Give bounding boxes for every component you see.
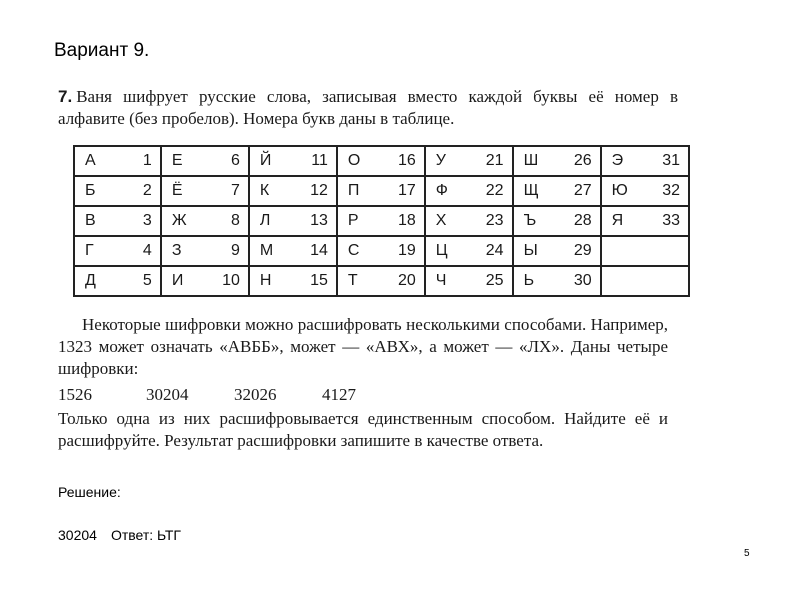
table-letter-cell	[601, 266, 653, 296]
table-number-cell: 16	[389, 146, 425, 176]
table-letter-cell: Ы	[513, 236, 565, 266]
table-letter-cell: К	[249, 176, 301, 206]
table-letter-cell: О	[337, 146, 389, 176]
table-letter-cell: Ь	[513, 266, 565, 296]
table-letter-cell: Ш	[513, 146, 565, 176]
table-number-cell: 24	[477, 236, 513, 266]
table-letter-cell: Э	[601, 146, 653, 176]
table-number-cell: 2	[126, 176, 161, 206]
table-row	[74, 176, 689, 206]
solution-code: 30204	[58, 527, 97, 543]
table-number-cell: 33	[653, 206, 689, 236]
table-number-cell: 30	[565, 266, 601, 296]
table-number-cell: 4	[126, 236, 161, 266]
table-number-cell: 11	[301, 146, 337, 176]
cipher-code: 30204	[146, 385, 189, 404]
letter-code-table	[73, 145, 690, 297]
task-statement	[58, 86, 678, 130]
task-intro: Ваня шифрует русские слова, записывая вместо каждой буквы её номер в алфавите (без пробелов). Номера букв даны в таблице.	[58, 87, 678, 128]
table-letter-cell: Й	[249, 146, 301, 176]
table-number-cell: 26	[565, 146, 601, 176]
table-number-cell: 19	[389, 236, 425, 266]
table-number-cell: 9	[213, 236, 249, 266]
table-letter-cell: Н	[249, 266, 301, 296]
table-number-cell: 28	[565, 206, 601, 236]
table-number-cell: 23	[477, 206, 513, 236]
table-letter-cell: Т	[337, 266, 389, 296]
table-letter-cell: Е	[161, 146, 213, 176]
table-number-cell: 12	[301, 176, 337, 206]
task-paragraph-examples: Некоторые шифровки можно расшифровать несколькими способами. Например, 1323 может означать «АВББ», может — «АВХ», а может — «ЛХ». Даны четыре шифровки:	[58, 315, 668, 378]
table-letter-cell: И	[161, 266, 213, 296]
table-number-cell: 27	[565, 176, 601, 206]
table-letter-cell: Б	[74, 176, 126, 206]
table-number-cell: 5	[126, 266, 161, 296]
table-letter-cell: Л	[249, 206, 301, 236]
table-number-cell: 1	[126, 146, 161, 176]
answer-text: Ответ: ЬТГ	[110, 527, 181, 543]
table-number-cell: 32	[653, 176, 689, 206]
table-letter-cell: Х	[425, 206, 477, 236]
cipher-code: 32026	[234, 385, 277, 404]
table-number-cell	[653, 236, 689, 266]
task-number: 7.	[58, 87, 73, 106]
table-number-cell: 29	[565, 236, 601, 266]
answer-line	[58, 527, 181, 543]
page-number: 5	[744, 548, 750, 559]
slide-title: Вариант 9.	[54, 40, 150, 61]
table-letter-cell: У	[425, 146, 477, 176]
table-letter-cell: А	[74, 146, 126, 176]
table-number-cell: 18	[389, 206, 425, 236]
table-letter-cell	[601, 236, 653, 266]
table-number-cell: 31	[653, 146, 689, 176]
table-number-cell: 21	[477, 146, 513, 176]
table-number-cell: 15	[301, 266, 337, 296]
table-letter-cell: Д	[74, 266, 126, 296]
table-row	[74, 206, 689, 236]
table-number-cell: 6	[213, 146, 249, 176]
table-letter-cell: В	[74, 206, 126, 236]
table-letter-cell: С	[337, 236, 389, 266]
table-number-cell	[653, 266, 689, 296]
table-letter-cell: М	[249, 236, 301, 266]
table-number-cell: 3	[126, 206, 161, 236]
table-letter-cell: Ё	[161, 176, 213, 206]
table-letter-cell: З	[161, 236, 213, 266]
table-number-cell: 10	[213, 266, 249, 296]
table-letter-cell: Г	[74, 236, 126, 266]
table-row	[74, 236, 689, 266]
table-letter-cell: Ж	[161, 206, 213, 236]
table-letter-cell: Р	[337, 206, 389, 236]
table-number-cell: 25	[477, 266, 513, 296]
table-letter-cell: Ч	[425, 266, 477, 296]
table-number-cell: 8	[213, 206, 249, 236]
table-number-cell: 17	[389, 176, 425, 206]
table-letter-cell: Ю	[601, 176, 653, 206]
table-letter-cell: Ц	[425, 236, 477, 266]
table-row	[74, 266, 689, 296]
table-letter-cell: Ъ	[513, 206, 565, 236]
table-letter-cell: Щ	[513, 176, 565, 206]
table-number-cell: 22	[477, 176, 513, 206]
table-letter-cell: Я	[601, 206, 653, 236]
table-letter-cell: П	[337, 176, 389, 206]
table-number-cell: 7	[213, 176, 249, 206]
task-paragraph-question: Только одна из них расшифровывается единственным способом. Найдите её и расшифруйте. Результат расшифровки запишите в качестве ответа.	[58, 409, 668, 450]
solution-label: Решение:	[58, 484, 121, 500]
table-number-cell: 14	[301, 236, 337, 266]
cipher-code: 1526	[58, 385, 92, 404]
cipher-code: 4127	[322, 385, 356, 404]
cipher-list	[58, 384, 668, 406]
table-number-cell: 13	[301, 206, 337, 236]
table-letter-cell: Ф	[425, 176, 477, 206]
table-row	[74, 146, 689, 176]
table-number-cell: 20	[389, 266, 425, 296]
